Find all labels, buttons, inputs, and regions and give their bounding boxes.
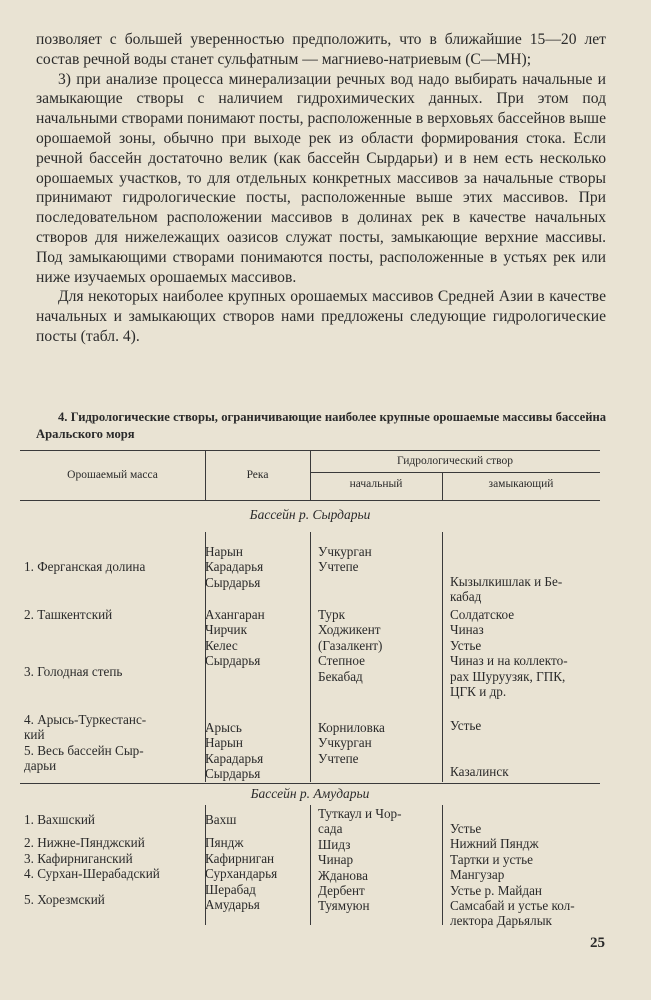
header-station: Гидрологический створ — [397, 455, 513, 467]
row-start: Учкурган Учтепе — [318, 544, 372, 575]
row-mass: 1. Вахшский 2. Нижне-Пянджский 3. Кафирниганский 4. Сурхан-Шерабадский 5. Хорезмский — [24, 812, 160, 907]
row-end: Казалинск — [450, 764, 509, 779]
header-sub-rule — [310, 472, 600, 473]
row-river: Вахш Пяндж Кафирниган Сурхандарья Шерабад Амударья — [205, 812, 278, 912]
header-end: замыкающий — [488, 478, 554, 490]
row-end: Кызылкишлак и Бе- кабад — [450, 574, 563, 605]
row-mass: 1. Ферганская долина — [24, 559, 146, 575]
row-river: Нарын Карадарья Сырдарья — [205, 544, 264, 590]
paragraph-1: позволяет с большей уверенностью предположить, что в ближайшие 15—20 лет состав речной воды станет сульфатным — магниево-натриевым (С—МН); — [36, 31, 606, 68]
paragraph-3: Для некоторых наиболее крупных орошаемых массивов Средней Азии в качестве начальных и замыкающих створов нами предложены следующие гидрологические посты (табл. 4). — [36, 288, 606, 345]
row-end: Устье — [450, 718, 482, 733]
row-start: Туткаул и Чор- сада Шидз Чинар Жданова Дербент Туямуюн — [318, 806, 402, 914]
row-mass: 2. Ташкентский — [24, 607, 113, 622]
row-mass: 3. Голодная степь — [24, 664, 123, 679]
section-title-syrdarya: Бассейн р. Сырдарьи — [249, 507, 371, 522]
row-river: Арысь Нарын Карадарья Сырдарья — [205, 720, 264, 782]
row-start: Корниловка Учкурган Учтепе — [318, 720, 385, 766]
row-end: Устье Нижний Пяндж Тартки и устье Мангузар Устье р. Майдан Самсабай и устье кол- лектора Дарьялык — [450, 821, 575, 929]
header-mass: Орошаемый масса — [67, 469, 158, 481]
body-divider-3b — [442, 805, 443, 925]
section-title-amudarya: Бассейн р. Амударьи — [250, 786, 370, 801]
header-bottom-rule — [20, 500, 600, 501]
section-rule — [20, 783, 600, 784]
page-number: 25 — [590, 935, 605, 951]
body-divider-3a — [442, 532, 443, 782]
row-end: Солдатское Чиназ Устье Чиназ и на коллекто- рах Шуруузяк, ГПК, ЦГК и др. — [450, 607, 568, 699]
row-mass: 4. Арысь-Туркестанс- кий 5. Весь бассейн Сыр- дарьи — [24, 712, 147, 774]
body-text — [36, 30, 606, 347]
row-start: Турк Ходжикент (Газалкент) Степное Бекабад — [318, 607, 383, 684]
table-caption: 4. Гидрологические створы, ограничивающие наиболее крупные орошаемые массивы бассейна Аральского моря — [36, 410, 606, 441]
paragraph-2: 3) при анализе процесса минерализации речных вод надо выбирать начальные и замыкающие створы с наличием гидрохимических данных. При этом под начальными створами понимают посты, расположенные в верховьях бассейнов выше орошаемой зоны, обычно при выходе рек из области формирования стока. Если речной бассейн достаточно велик (как бассейн Сырдарьи) и в нем есть несколько орошаемых участков, то для отдельных конкретных массивов за начальные створы принимают гидрологические посты, расположенные выше этих массивов. При последовательном расположении массивов в долинах рек в качестве начальных створов для нижележащих оазисов служат посты, замыкающие верхние массивы. Под замыкающими створами понимаются посты, расположенные в устьях рек или ниже изучаемых орошаемых массивов. — [36, 70, 606, 286]
row-river: Ахангаран Чирчик Келес Сырдарья — [205, 607, 265, 669]
header-start: начальный — [349, 478, 403, 490]
header-river: Река — [246, 469, 269, 481]
